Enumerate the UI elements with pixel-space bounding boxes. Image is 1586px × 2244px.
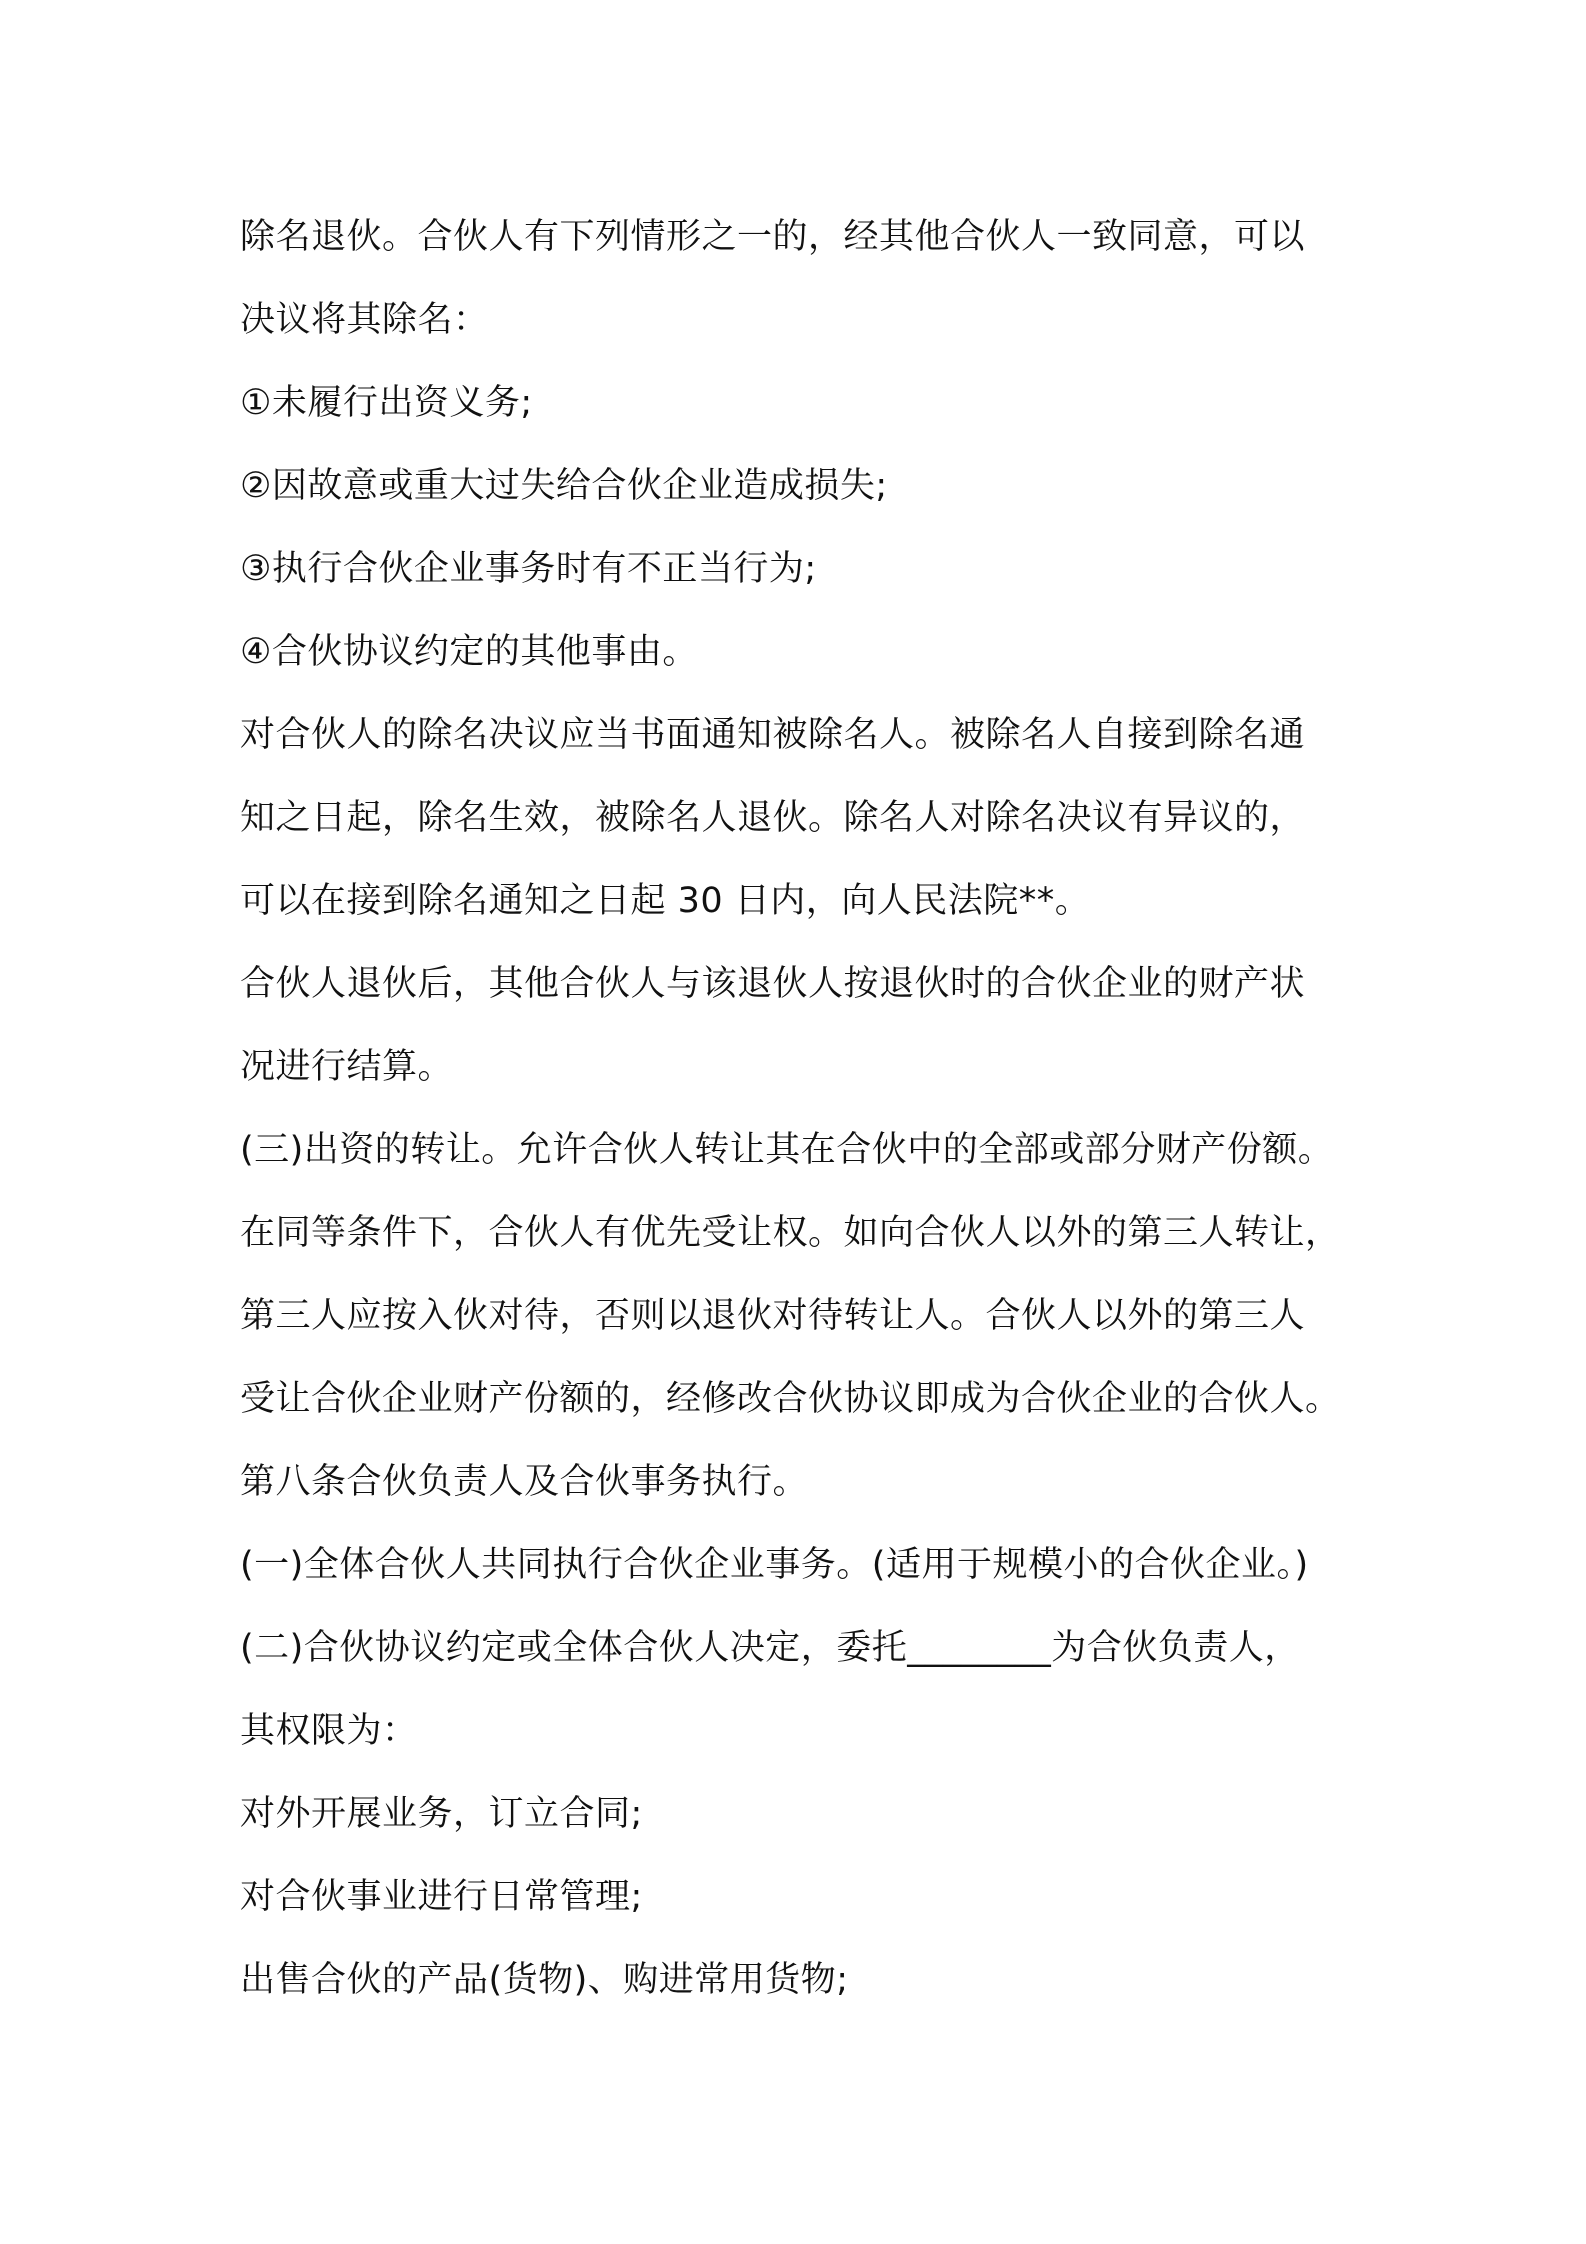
text-line-14: 第三人应按入伙对待，否则以退伙对待转让人。合伙人以外的第三人 [240, 1296, 1306, 1336]
text-line-10: 合伙人退伙后，其他合伙人与该退伙人按退伙时的合伙企业的财产状 [240, 964, 1306, 1004]
text-line-19: 其权限为： [240, 1711, 418, 1751]
text-line-20: 对外开展业务，订立合同; [240, 1794, 643, 1834]
text-line-01: 除名退伙。合伙人有下列情形之一的，经其他合伙人一致同意，可以 [240, 217, 1306, 257]
text-line-15: 受让合伙企业财产份额的，经修改合伙协议即成为合伙企业的合伙人。 [240, 1379, 1341, 1419]
text-line-13: 在同等条件下，合伙人有优先受让权。如向合伙人以外的第三人转让， [240, 1213, 1341, 1253]
text-line-05: ③执行合伙企业事务时有不正当行为; [240, 549, 817, 589]
text-line-17: (一)全体合伙人共同执行合伙企业事务。(适用于规模小的合伙企业。) [240, 1545, 1309, 1585]
text-line-12: (三)出资的转让。允许合伙人转让其在合伙中的全部或部分财产份额。 [240, 1130, 1334, 1170]
text-line-03: ①未履行出资义务; [240, 383, 533, 423]
document-body [240, 196, 1386, 2022]
text-line-02: 决议将其除名： [240, 300, 489, 340]
text-line-08: 知之日起，除名生效，被除名人退伙。除名人对除名决议有异议的， [240, 798, 1306, 838]
text-line-18: (二)合伙协议约定或全体合伙人决定，委托________为合伙负责人， [240, 1628, 1300, 1668]
text-line-22: 出售合伙的产品(货物)、购进常用货物; [240, 1960, 849, 2000]
text-line-07: 对合伙人的除名决议应当书面通知被除名人。被除名人自接到除名通 [240, 715, 1306, 755]
text-line-09: 可以在接到除名通知之日起 30 日内，向人民法院**。 [240, 881, 1091, 921]
text-line-06: ④合伙协议约定的其他事由。 [240, 632, 698, 672]
text-line-16: 第八条合伙负责人及合伙事务执行。 [240, 1462, 809, 1502]
text-line-04: ②因故意或重大过失给合伙企业造成损失; [240, 466, 888, 506]
text-line-11: 况进行结算。 [240, 1047, 454, 1087]
text-line-21: 对合伙事业进行日常管理; [240, 1877, 643, 1917]
